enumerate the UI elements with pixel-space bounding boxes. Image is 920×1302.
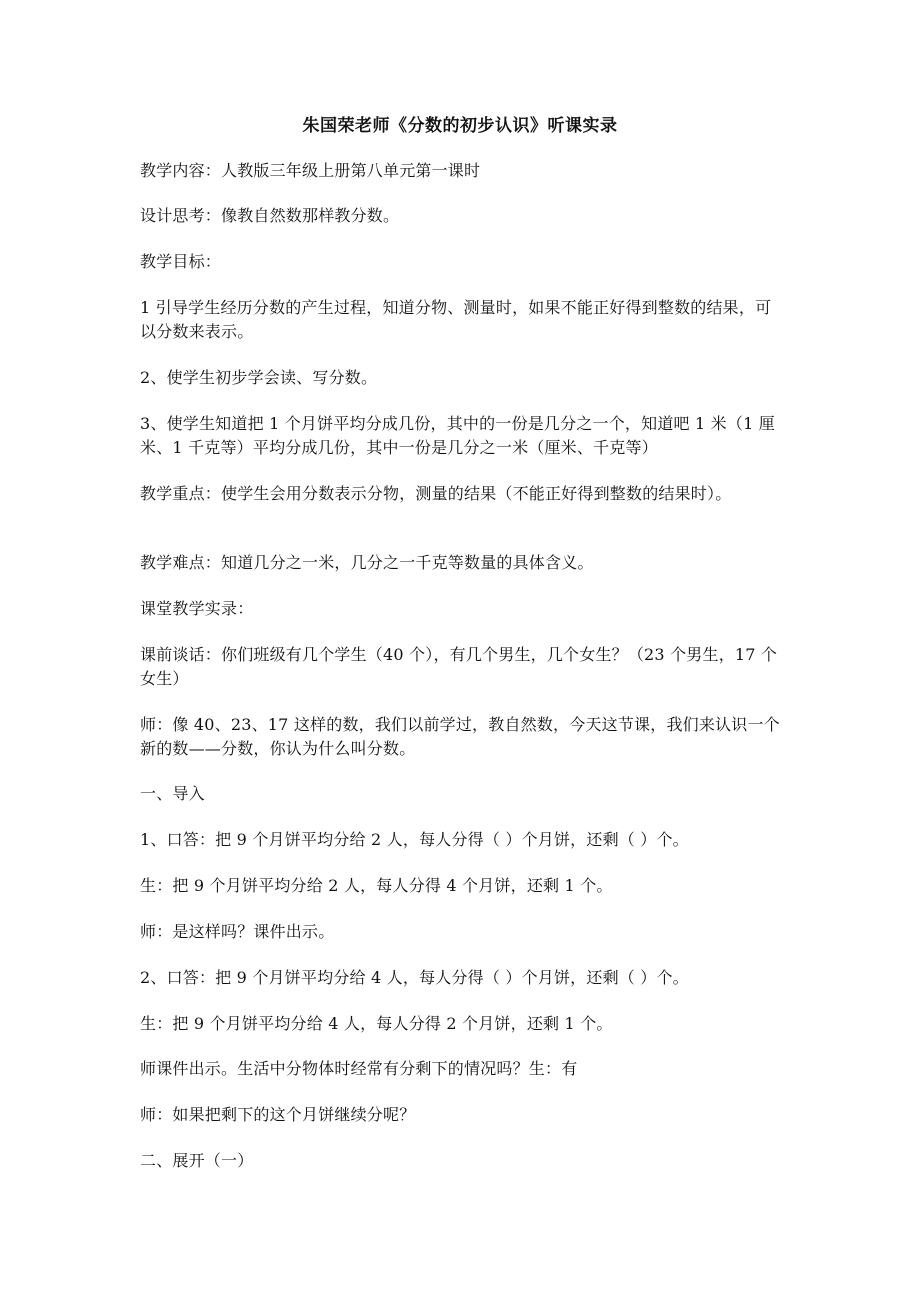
document-title: 朱国荣老师《分数的初步认识》听课实录 xyxy=(302,116,618,136)
paragraph-question-1: 1、口答：把 9 个月饼平均分给 2 人，每人分得（ ）个月饼，还剩（ ）个。 xyxy=(140,830,689,849)
paragraph-objective-1: 1 引导学生经历分数的产生过程，知道分物、测量时，如果不能正好得到整数的结果，可以分数来表示。 xyxy=(140,298,772,341)
paragraph-student-answer-1: 生：把 9 个月饼平均分给 2 人，每人分得 4 个月饼，还剩 1 个。 xyxy=(140,876,613,895)
paragraph-teacher-intro: 师：像 40、23、17 这样的数，我们以前学过，教自然数，今天这节课，我们来认识一个新的数——分数，你认为什么叫分数。 xyxy=(140,715,780,758)
paragraph-design-thinking: 设计思考：像教自然数那样教分数。 xyxy=(140,206,400,225)
section-heading-development: 二、展开（一） xyxy=(140,1151,254,1170)
paragraph-teacher-1: 师：是这样吗？课件出示。 xyxy=(140,922,335,941)
paragraph-teacher-3: 师：如果把剩下的这个月饼继续分呢？ xyxy=(140,1105,416,1124)
paragraph-difficulty: 教学难点：知道几分之一米，几分之一千克等数量的具体含义。 xyxy=(140,553,594,572)
paragraph-student-answer-2: 生：把 9 个月饼平均分给 4 人，每人分得 2 个月饼，还剩 1 个。 xyxy=(140,1014,613,1033)
paragraph-record-heading: 课堂教学实录： xyxy=(140,599,254,618)
paragraph-teacher-2: 师课件出示。生活中分物体时经常有分剩下的情况吗？生：有 xyxy=(140,1059,578,1078)
paragraph-key-point: 教学重点：使学生会用分数表示分物，测量的结果（不能正好得到整数的结果时）。 xyxy=(140,484,732,503)
paragraph-pre-class-talk: 课前谈话：你们班级有几个学生（40 个），有几个男生，几个女生？（23 个男生，17 个女生） xyxy=(140,645,778,688)
section-heading-introduction: 一、导入 xyxy=(140,784,205,803)
paragraph-question-2: 2、口答：把 9 个月饼平均分给 4 人，每人分得（ ）个月饼，还剩（ ）个。 xyxy=(140,968,689,987)
paragraph-objective-3: 3、使学生知道把 1 个月饼平均分成几份，其中的一份是几分之一个，知道吧 1 米（1 厘米、1 千克等）平均分成几份，其中一份是几分之一米（厘米、千克等） xyxy=(140,414,775,457)
paragraph-objectives-heading: 教学目标： xyxy=(140,252,222,271)
paragraph-teaching-content: 教学内容：人教版三年级上册第八单元第一课时 xyxy=(140,161,481,180)
paragraph-objective-2: 2、使学生初步学会读、写分数。 xyxy=(140,368,378,387)
